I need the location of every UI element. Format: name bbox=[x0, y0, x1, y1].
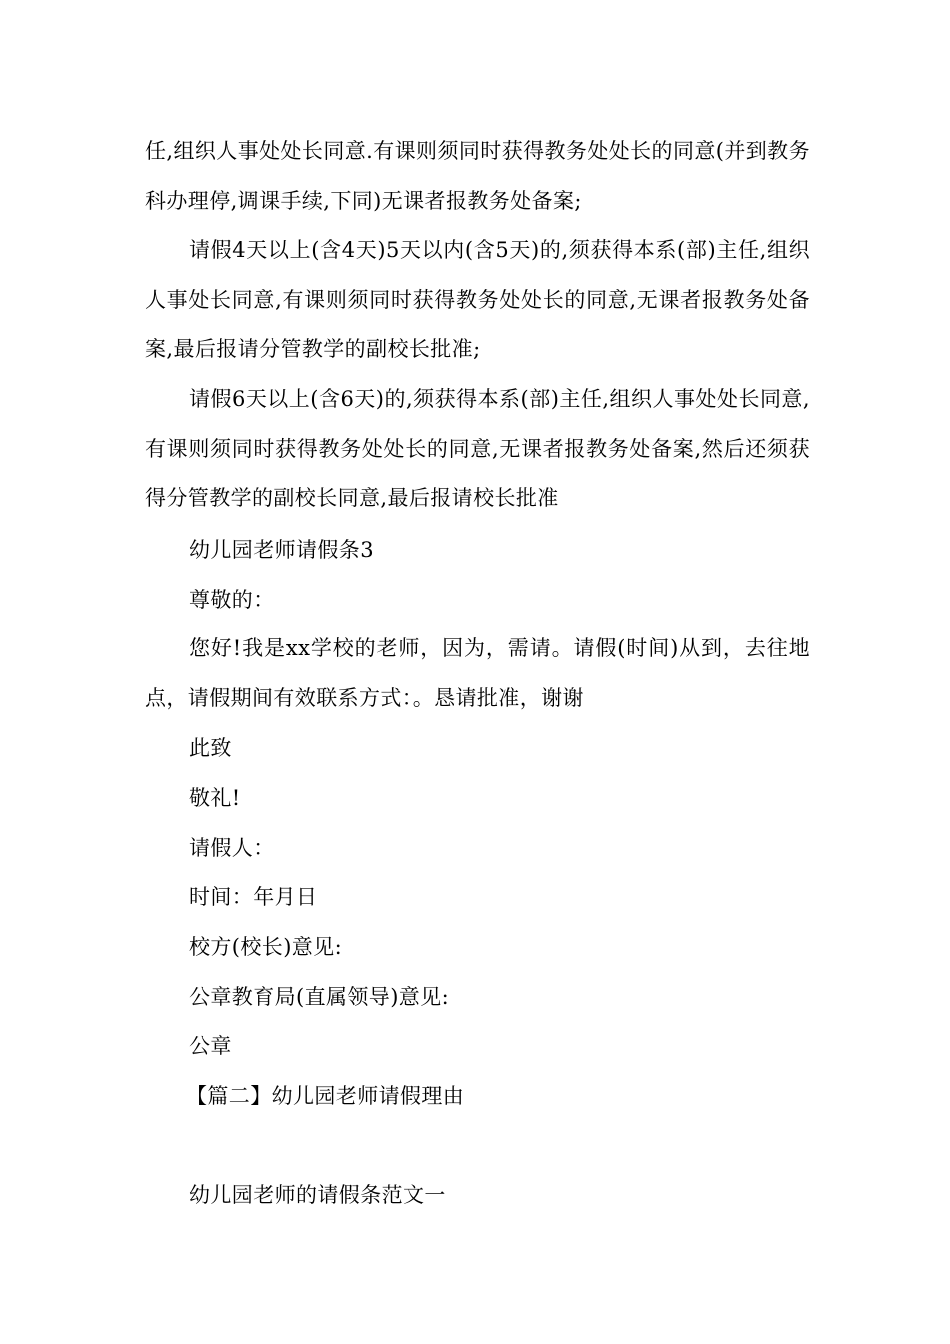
closing-cizhi: 此致 bbox=[189, 736, 232, 760]
section-heading-part-two: 【篇二】幼儿园老师请假理由 bbox=[186, 1084, 465, 1108]
paragraph-6-days-plus: 请假6天以上(含6天)的,须获得本系(部)主任,组织人事处处长同意,有课则须同时获得教务处处长的同意,无课者报教务处备案,然后还须获得分管教学的副校长同意,最后报请校长批准 bbox=[145, 387, 810, 510]
sample-heading-one: 幼儿园老师的请假条范文一 bbox=[189, 1183, 446, 1207]
closing-jingli: 敬礼! bbox=[189, 786, 241, 810]
applicant-line: 请假人： bbox=[189, 836, 275, 860]
principal-opinion-line: 校方(校长)意见: bbox=[189, 935, 343, 959]
letter-body: 您好!我是xx学校的老师，因为，需请。请假(时间)从到，去往地点，请假期间有效联系方式：。恳请批准，谢谢 bbox=[145, 636, 810, 710]
paragraph-4-to-5-days: 请假4天以上(含4天)5天以内(含5天)的,须获得本系(部)主任,组织人事处长同意,有课则须同时获得教务处处长的同意,无课者报教务处备案,最后报请分管教学的副校长批准; bbox=[145, 238, 810, 361]
paragraph-continuation-rules: 任,组织人事处处长同意.有课则须同时获得教务处处长的同意(并到教务科办理停,调课手续,下同)无课者报教务处备案; bbox=[145, 139, 810, 213]
seal-line: 公章 bbox=[189, 1034, 232, 1058]
section-heading-3: 幼儿园老师请假条3 bbox=[189, 538, 374, 562]
date-line: 时间：年月日 bbox=[189, 885, 318, 909]
salutation: 尊敬的： bbox=[189, 588, 275, 612]
bureau-opinion-line: 公章教育局(直属领导)意见: bbox=[189, 985, 450, 1009]
